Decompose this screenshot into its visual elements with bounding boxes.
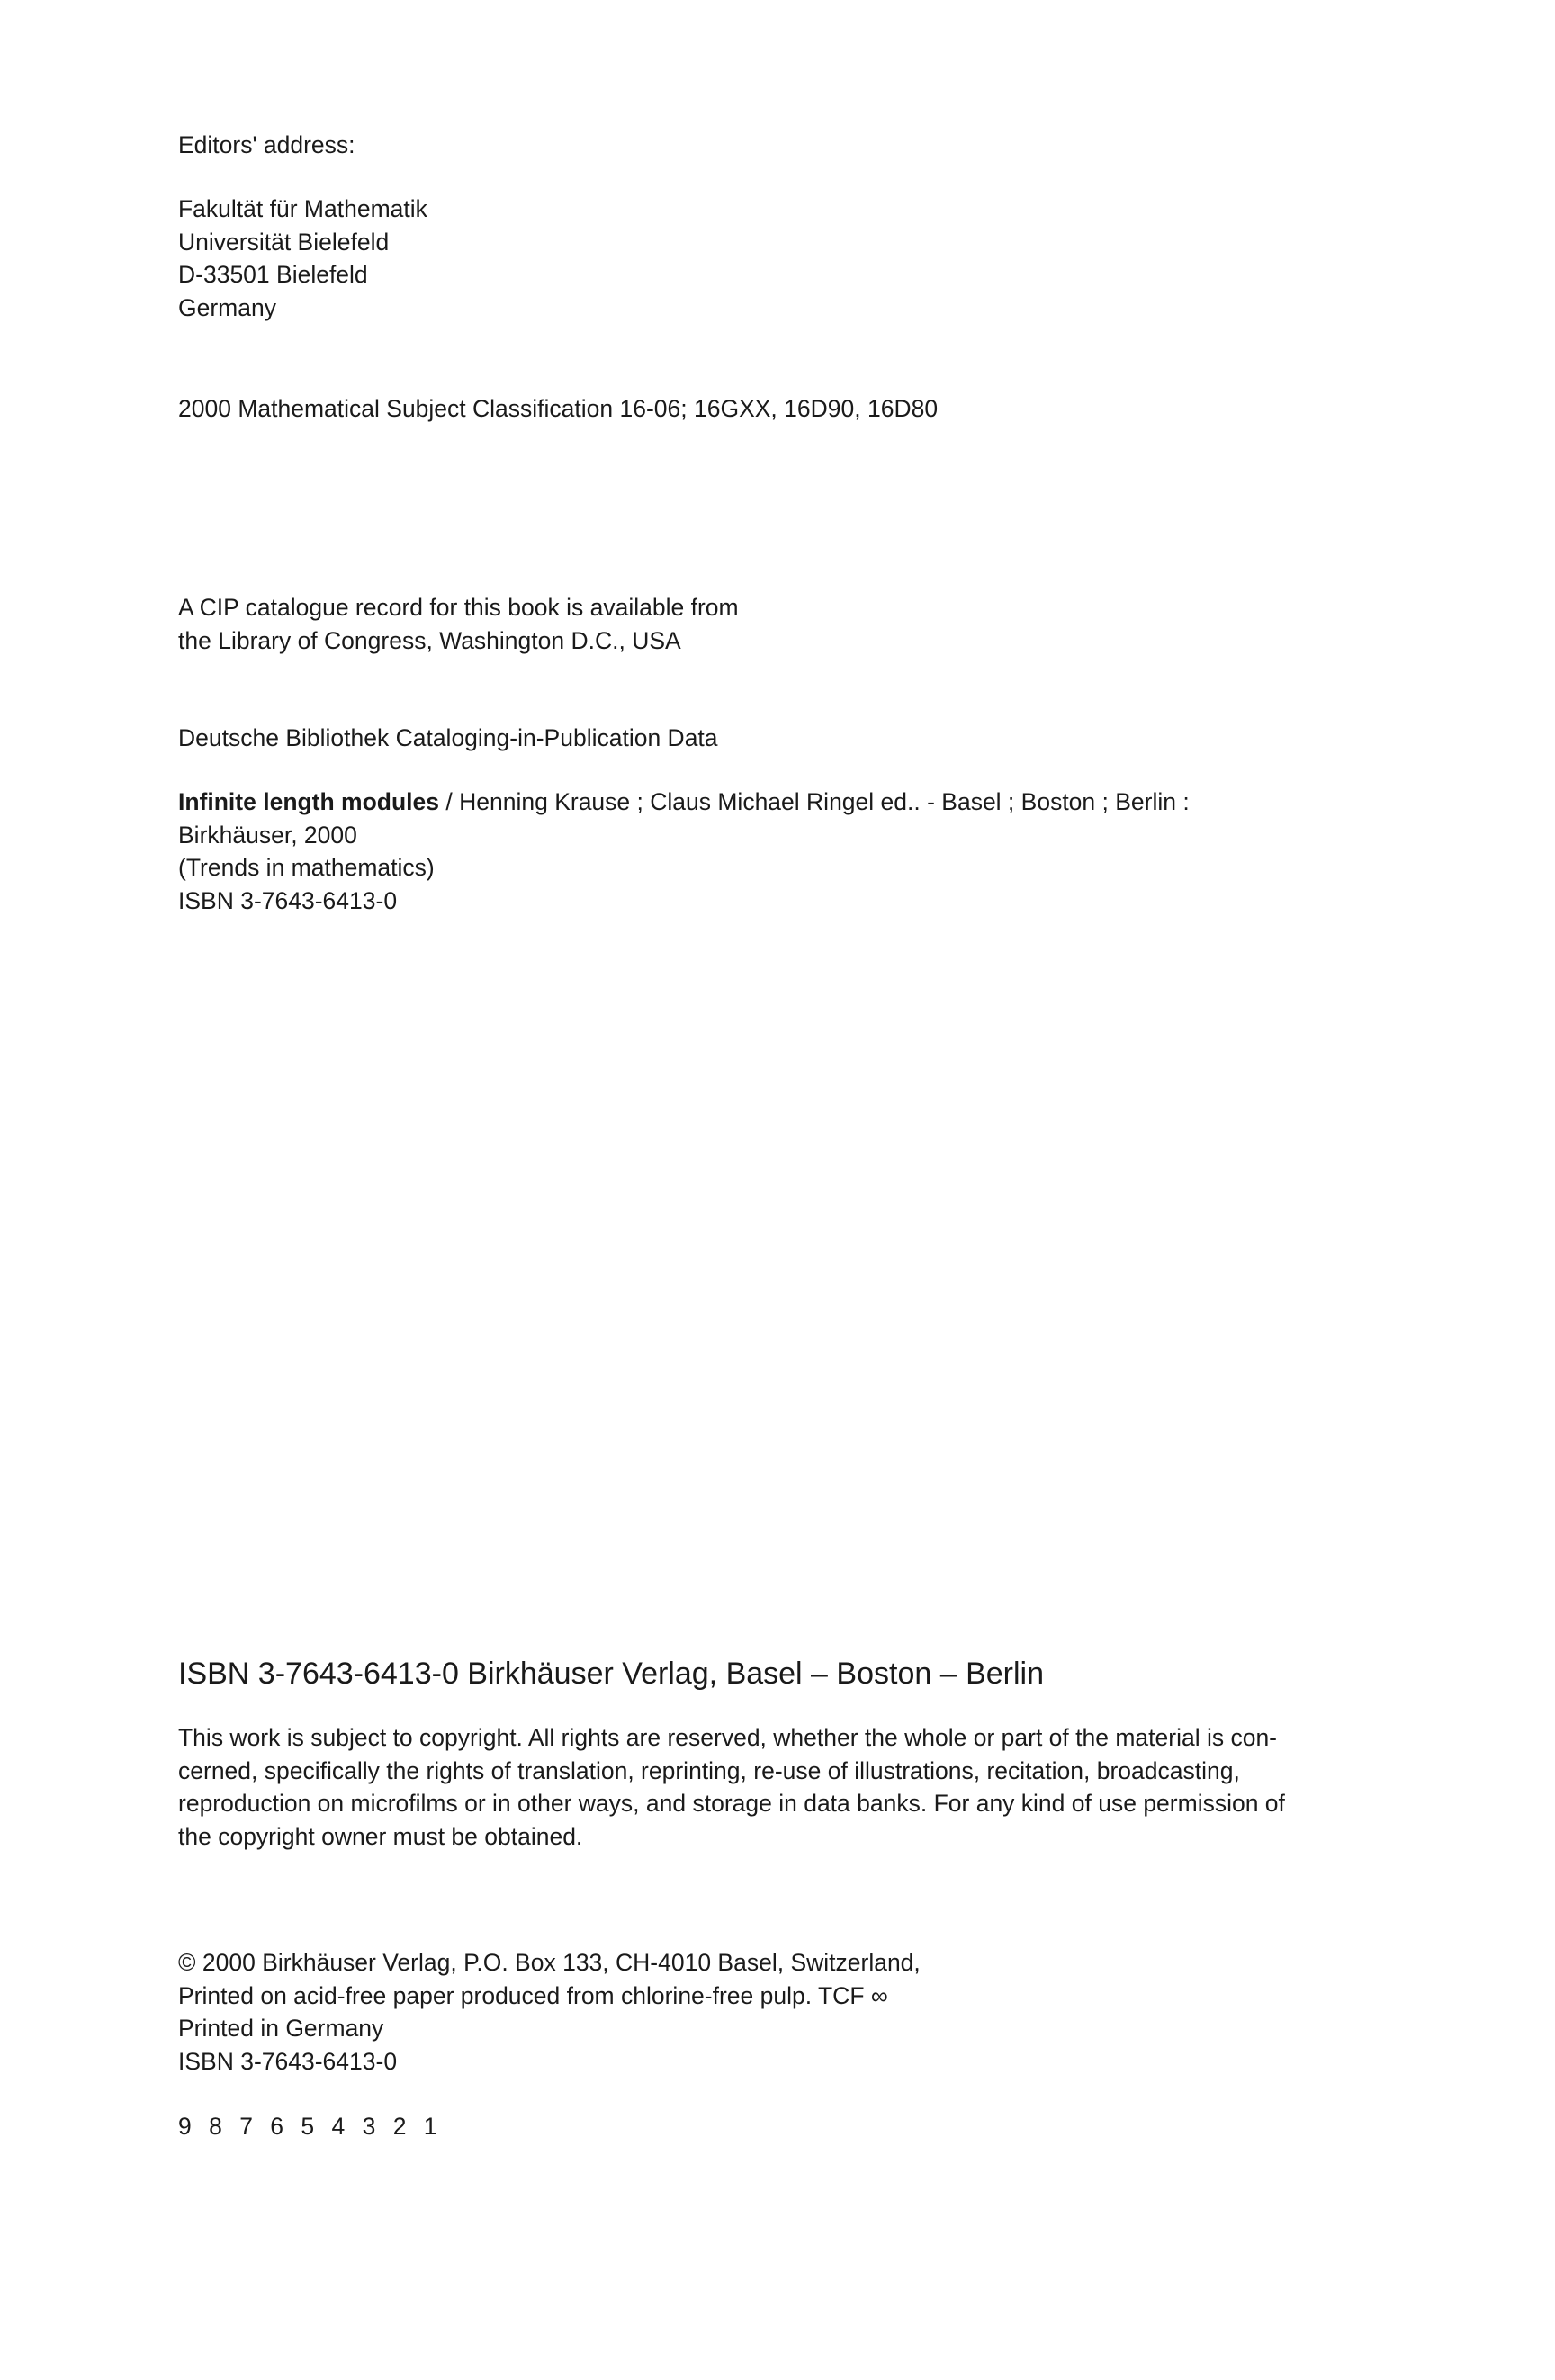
print-run-numbers [178,2110,443,2143]
copyright-notice [178,1721,1384,1853]
editors-heading-text: Editors' address: [178,131,355,158]
deutsche-bibliothek-heading [178,722,718,755]
cip-entry-line: ISBN 3-7643-6413-0 [178,886,398,914]
address-line: Germany [178,293,276,321]
deutsche-heading-text: Deutsche Bibliothek Cataloging-in-Publication Data [178,724,718,751]
cip-title-rest: / Henning Krause ; Claus Michael Ringel ed.. - Basel ; Boston ; Berlin : [439,788,1190,815]
cip-entry-line: Birkhäuser, 2000 [178,821,357,849]
book-title: Infinite length modules [178,788,440,815]
editors-address [178,193,427,324]
isbn-headline-text: ISBN 3-7643-6413-0 Birkhäuser Verlag, Basel – Boston – Berlin [178,1657,1044,1691]
cip-catalogue-record [178,591,739,657]
copyright-line: reproduction on microfilms or in other ways, and storage in data banks. For any kind of use permission of [178,1790,1285,1817]
imprint-line: Printed on acid-free paper produced from chlorine-free pulp. TCF ∞ [178,1981,888,2009]
imprint-line: ISBN 3-7643-6413-0 [178,2047,398,2075]
isbn-publisher-line [178,1655,1044,1693]
cip-title-line [178,786,1190,819]
cip-line: A CIP catalogue record for this book is available from [178,594,739,621]
address-line: D-33501 Bielefeld [178,261,368,288]
copyright-line: cerned, specifically the rights of translation, reprinting, re-use of illustrations, recitation, broadcasting, [178,1756,1240,1784]
imprint [178,1946,921,2078]
copyright-line: This work is subject to copyright. All rights are reserved, whether the whole or part of the material is con- [178,1724,1278,1751]
cip-entry-line: (Trends in mathematics) [178,854,435,881]
copyright-line: the copyright owner must be obtained. [178,1822,583,1850]
classification-text: 2000 Mathematical Subject Classification 16-06; 16GXX, 16D90, 16D80 [178,395,939,422]
imprint-line: Printed in Germany [178,2015,384,2042]
editors-address-heading [178,129,355,162]
copyright-page [178,0,1384,2380]
print-run-text: 9 8 7 6 5 4 3 2 1 [178,2113,443,2140]
imprint-line: © 2000 Birkhäuser Verlag, P.O. Box 133, CH-4010 Basel, Switzerland, [178,1949,921,1976]
address-line: Universität Bielefeld [178,228,390,256]
address-line: Fakultät für Mathematik [178,195,427,222]
cip-entry [178,786,1190,917]
cip-line: the Library of Congress, Washington D.C., USA [178,626,681,654]
subject-classification [178,392,938,426]
